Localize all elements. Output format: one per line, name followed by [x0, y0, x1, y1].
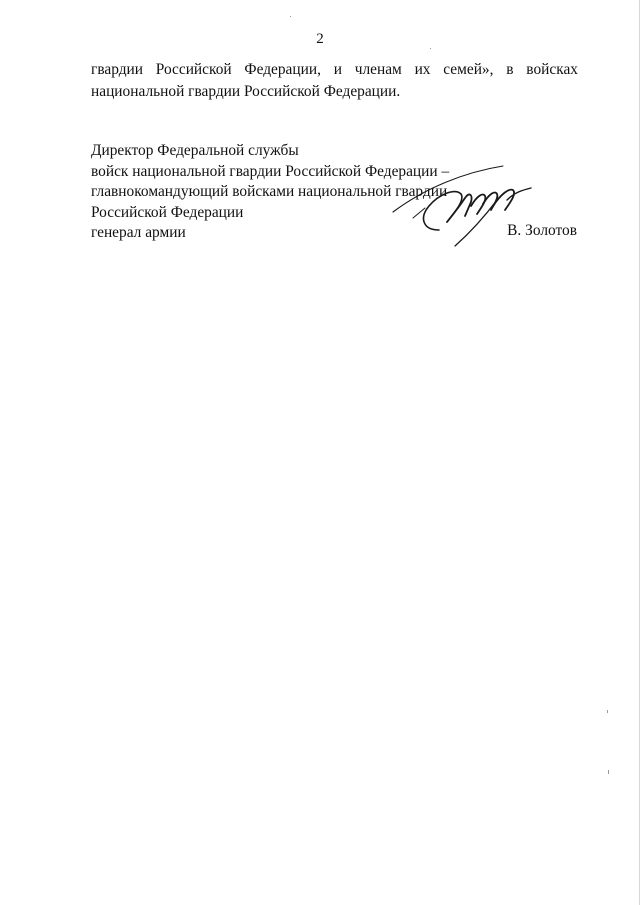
- page-number: 2: [316, 31, 324, 47]
- signatory-title-line-1: Директор Федеральной службы: [91, 142, 299, 159]
- body-paragraph: [91, 59, 578, 103]
- signatory-title-line-2: войск национальной гвардии Российской Федерации –: [91, 162, 450, 180]
- scan-speck: [290, 16, 291, 17]
- scan-speck: [608, 770, 609, 774]
- signatory-title-line-3: главнокомандующий войсками национальной гвардии: [91, 183, 448, 200]
- body-line-1: гвардии Российской Федерации, и членам их семей», в войсках: [91, 61, 578, 78]
- signer-name: В. Золотов: [507, 222, 577, 239]
- body-line-2: национальной гвардии Российской Федерации.: [91, 83, 401, 100]
- scan-speck: [430, 48, 431, 49]
- signatory-title-line-4: Российской Федерации: [91, 203, 244, 221]
- scan-speck: [607, 710, 608, 713]
- signatory-rank: генерал армии: [91, 224, 186, 241]
